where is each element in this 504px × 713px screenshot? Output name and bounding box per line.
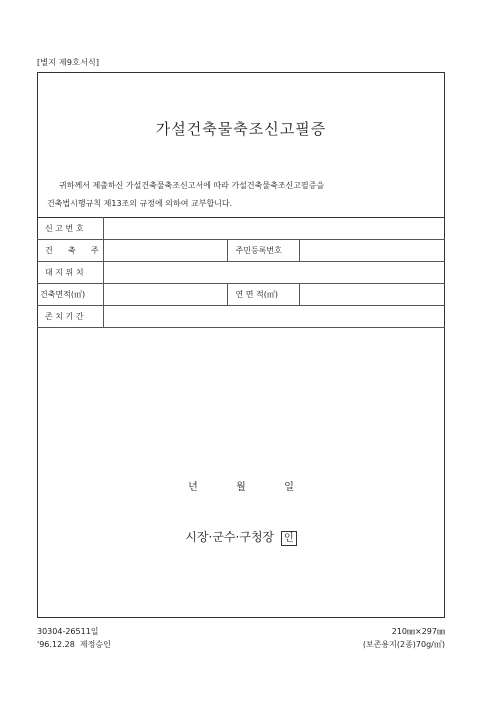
seal-mark: 인 — [281, 531, 297, 546]
location-label: 대 지 위 치 — [37, 262, 103, 284]
approval-note: '96.12.28 제정승인 — [37, 640, 111, 649]
owner-label: 건 축 주 — [37, 240, 103, 262]
location-field[interactable] — [103, 262, 445, 284]
table-row — [37, 218, 445, 240]
floor-area-label: 연 면 적(㎡) — [227, 284, 299, 306]
signature-line — [38, 528, 444, 546]
form-number-label: [별지 제9호서식] — [37, 58, 100, 67]
issue-date — [38, 478, 444, 493]
table-row — [37, 240, 445, 262]
table-row — [37, 306, 445, 328]
duration-label: 존 치 기 간 — [37, 306, 103, 328]
paper-type: (보존용지(2종)70g/㎡) — [362, 640, 445, 649]
report-number-field[interactable] — [103, 218, 445, 240]
body-text-line-2: 건축법시행규칙 제13조의 규정에 의하여 교부합니다. — [47, 199, 233, 208]
certificate-form — [37, 72, 445, 618]
duration-field[interactable] — [103, 306, 445, 328]
document-title: 가설건축물축조신고필증 — [155, 120, 327, 138]
owner-field[interactable] — [103, 240, 227, 262]
resident-number-field[interactable] — [299, 240, 445, 262]
date-month: 월 — [236, 482, 246, 493]
body-text-line-1: 귀하께서 제출하신 가설건축물축조신고서에 따라 가설건축물축조신고필증을 — [59, 181, 325, 190]
paper-size: 210㎜×297㎜ — [391, 627, 445, 636]
floor-area-field[interactable] — [299, 284, 445, 306]
issuing-authority: 시장·군수·구청장 — [185, 530, 275, 544]
form-code: 30304-26511일 — [37, 627, 99, 636]
report-number-label: 신 고 번 호 — [37, 218, 103, 240]
date-day: 일 — [284, 482, 294, 493]
table-row — [37, 262, 445, 284]
info-table — [37, 217, 445, 328]
resident-number-label: 주민등록번호 — [227, 240, 299, 262]
building-area-field[interactable] — [103, 284, 227, 306]
building-area-label: 건축면적(㎡) — [37, 284, 103, 306]
date-year: 년 — [188, 482, 198, 493]
table-row — [37, 284, 445, 306]
